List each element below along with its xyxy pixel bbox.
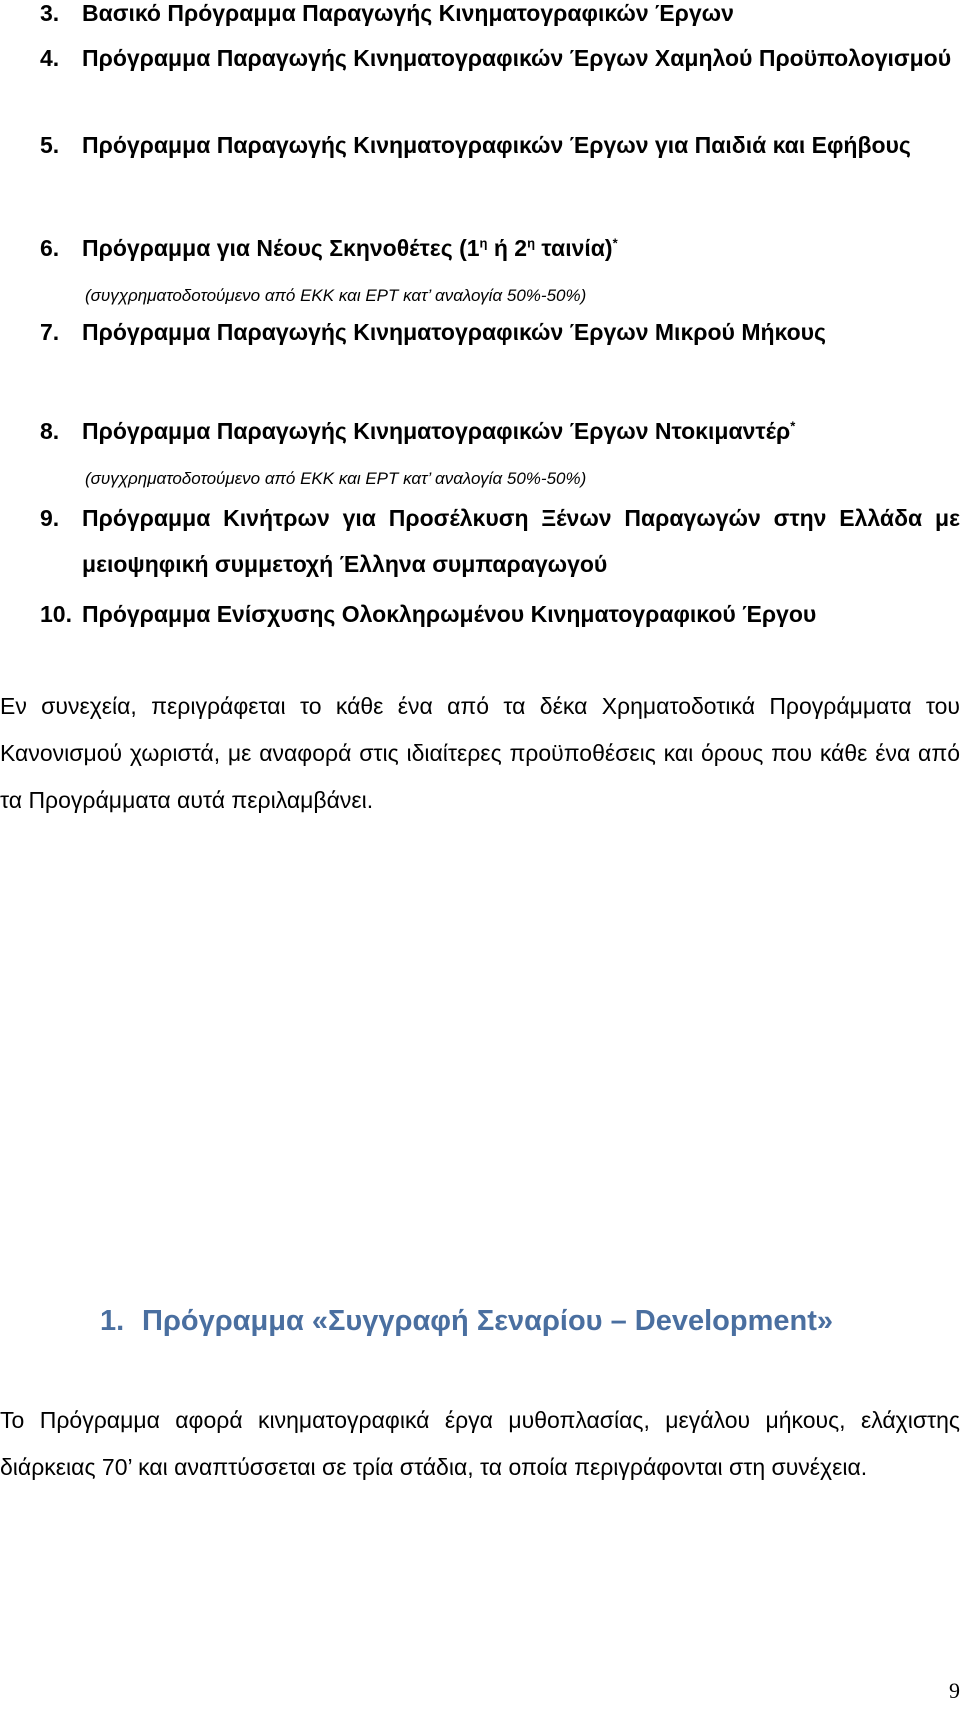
list-item-text: Πρόγραμμα Παραγωγής Κινηματογραφικών Έργων Ντοκιμαντέρ* [82,418,796,444]
intro-paragraph: Εν συνεχεία, περιγράφεται το κάθε ένα από τα δέκα Χρηματοδοτικά Προγράμματα του Κανονισμού χωριστά, με αναφορά στις ιδιαίτερες προϋποθέσεις και όρους που κάθε ένα από τα Προγράμματα αυτά περιλαμβάνει. [0,693,960,813]
section-paragraph: Το Πρόγραμμα αφορά κινηματογραφικά έργα μυθοπλασίας, μεγάλου μήκους, ελάχιστης διάρκειας 70’ και αναπτύσσεται σε τρία στάδια, τα οποία περιγράφονται στη συνέχεια. [0,1407,960,1480]
footnote-asterisk: * [790,418,796,434]
list-item-number: 7. [40,319,60,345]
list-item-text: Πρόγραμμα για Νέους Σκηνοθέτες ($1^\eta$ ή $2^\eta$ ταινία)* [82,235,618,261]
list-item-text: Πρόγραμμα Παραγωγής Κινηματογραφικών Έργων Χαμηλού Προϋπολογισμού [82,45,952,71]
section-number: 1. [100,1305,125,1337]
cofunding-note: (συγχρηματοδοτούμενο από ΕΚΚ και ΕΡΤ κατ’ αναλογία 50%-50%) [85,286,587,305]
list-item-text: Πρόγραμμα Κινήτρων για Προσέλκυση Ξένων Παραγωγών στην Ελλάδα με μειοψηφική συμμετοχή Έλληνα συμπαραγωγού [82,505,960,577]
list-item-text: Πρόγραμμα Ενίσχυσης Ολοκληρωμένου Κινηματογραφικού Έργου [82,601,817,627]
list-item-number: 8. [40,418,60,444]
list-item-text: Βασικό Πρόγραμμα Παραγωγής Κινηματογραφικών Έργων [82,0,734,26]
footnote-asterisk: * [612,235,618,251]
list-item-text: Πρόγραμμα Παραγωγής Κινηματογραφικών Έργων για Παιδιά και Εφήβους [82,132,911,158]
list-item-number: 5. [40,132,60,158]
section-title: Πρόγραμμα «Συγγραφή Σεναρίου – Development» [142,1305,834,1337]
list-item-number: 9. [40,505,60,531]
section-heading [100,1304,960,1338]
page-number: 9 [949,1678,960,1703]
list-item-number: 6. [40,235,60,261]
list-item-number: 4. [40,45,60,71]
cofunding-note: (συγχρηματοδοτούμενο από ΕΚΚ και ΕΡΤ κατ’ αναλογία 50%-50%) [85,469,587,488]
list-item-text: Πρόγραμμα Παραγωγής Κινηματογραφικών Έργων Μικρού Μήκους [82,319,826,345]
list-item-number: 10. [40,601,72,627]
list-item-number: 3. [40,0,60,26]
